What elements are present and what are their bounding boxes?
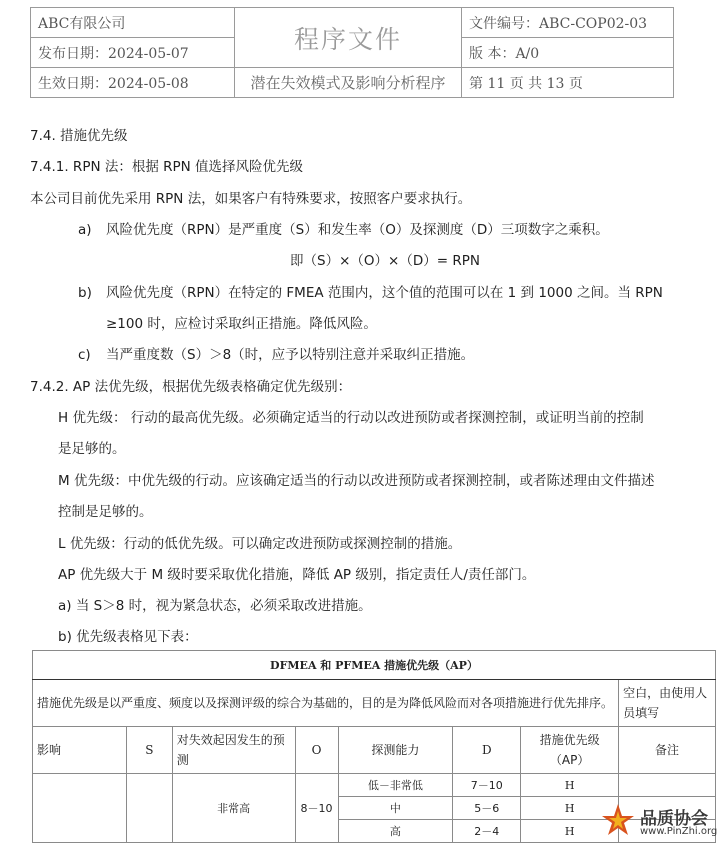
ap-rule: AP 优先级大于 M 级时要采取优化措施，降低 AP 级别，指定责任人/责任部门。 xyxy=(58,567,536,583)
header-o: O xyxy=(295,727,338,774)
predict-cell: 非常高 xyxy=(172,774,295,843)
list-marker-a: a) xyxy=(78,222,92,238)
list-item-a: 风险优先度（RPN）是严重度（S）和发生率（O）及探测度（D）三项数字之乘积。 xyxy=(106,222,609,238)
effective-date: 生效日期：2024-05-08 xyxy=(31,68,235,98)
version: 版 本：A/0 xyxy=(462,38,674,68)
m-priority-line2: 控制是足够的。 xyxy=(58,504,153,520)
h-priority-line2: 是足够的。 xyxy=(58,441,126,457)
ap-cell: H xyxy=(521,797,619,820)
o-cell: 8－10 xyxy=(295,774,338,843)
doc-number: 文件编号：ABC-COP02-03 xyxy=(462,8,674,38)
note-cell xyxy=(619,774,716,797)
detect-cell: 低－非常低 xyxy=(338,774,453,797)
header-d: D xyxy=(453,727,521,774)
list-item-c: 当严重度数（S）＞8（时，应予以特别注意并采取纠正措施。 xyxy=(106,347,475,363)
watermark-name: 品质协会 xyxy=(640,809,708,829)
doc-type: 程序文件 xyxy=(235,8,462,68)
company-name: ABC有限公司 xyxy=(31,8,235,38)
list-item-b-line2: ≥100 时，应检讨采取纠正措施。降低风险。 xyxy=(106,316,377,332)
list-marker-c: c) xyxy=(78,347,91,363)
list-item-b-line1: 风险优先度（RPN）在特定的 FMEA 范围内，这个值的范围可以在 1 到 1000 之间。当 RPN xyxy=(106,285,663,301)
rpn-formula: 即（S）×（O）×（D）= RPN xyxy=(290,253,480,269)
star-logo-icon xyxy=(600,802,636,840)
table-row xyxy=(33,774,716,797)
header-s: S xyxy=(126,727,172,774)
impact-cell xyxy=(33,774,127,843)
paragraph-rpn-intro: 本公司目前优先采用 RPN 法，如果客户有特殊要求，按照客户要求执行。 xyxy=(30,191,472,207)
header-ap: 措施优先级（AP） xyxy=(521,727,619,774)
section-7-4-2: 7.4.2. AP 法优先级，根据优先级表格确定优先级别： xyxy=(30,379,352,395)
table-caption: DFMEA 和 PFMEA 措施优先级（AP） xyxy=(33,651,716,680)
document-header xyxy=(30,7,674,98)
s-cell xyxy=(126,774,172,843)
d-cell: 7－10 xyxy=(453,774,521,797)
detect-cell: 高 xyxy=(338,820,453,843)
list-marker-b: b) xyxy=(78,285,92,301)
m-priority-line1: M 优先级：中优先级的行动。应该确定适当的行动以改进预防或者探测控制，或者陈述理由文件描述 xyxy=(58,473,655,489)
section-7-4-1: 7.4.1. RPN 法：根据 RPN 值选择风险优先级 xyxy=(30,159,304,175)
d-cell: 5－6 xyxy=(453,797,521,820)
header-detect: 探测能力 xyxy=(338,727,453,774)
h-priority-line1: H 优先级： 行动的最高优先级。必须确定适当的行动以改进预防或者探测控制，或证明当前的控制 xyxy=(58,410,644,426)
table-description: 措施优先级是以严重度、频度以及探测评级的综合为基础的，目的是为降低风险而对各项措施进行优先排序。 xyxy=(33,680,619,727)
header-note: 备注 xyxy=(619,727,716,774)
detect-cell: 中 xyxy=(338,797,453,820)
doc-title: 潜在失效模式及影响分析程序 xyxy=(235,68,462,98)
note-blank: 空白，由使用人员填写 xyxy=(619,680,716,727)
l-priority: L 优先级：行动的低优先级。可以确定改进预防或探测控制的措施。 xyxy=(58,536,462,552)
header-impact: 影响 xyxy=(33,727,127,774)
watermark-url: www.PinZhi.org xyxy=(640,826,718,837)
header-predict: 对失效起因发生的预测 xyxy=(172,727,295,774)
ap-cell: H xyxy=(521,774,619,797)
ap-item-b: b) 优先级表格见下表： xyxy=(58,629,198,645)
watermark xyxy=(600,802,725,843)
issue-date: 发布日期：2024-05-07 xyxy=(31,38,235,68)
ap-item-a: a) 当 S＞8 时，视为紧急状态，必须采取改进措施。 xyxy=(58,598,372,614)
ap-cell: H xyxy=(521,820,619,843)
section-7-4: 7.4. 措施优先级 xyxy=(30,128,128,144)
d-cell: 2－4 xyxy=(453,820,521,843)
page-info: 第 11 页 共 13 页 xyxy=(462,68,674,98)
